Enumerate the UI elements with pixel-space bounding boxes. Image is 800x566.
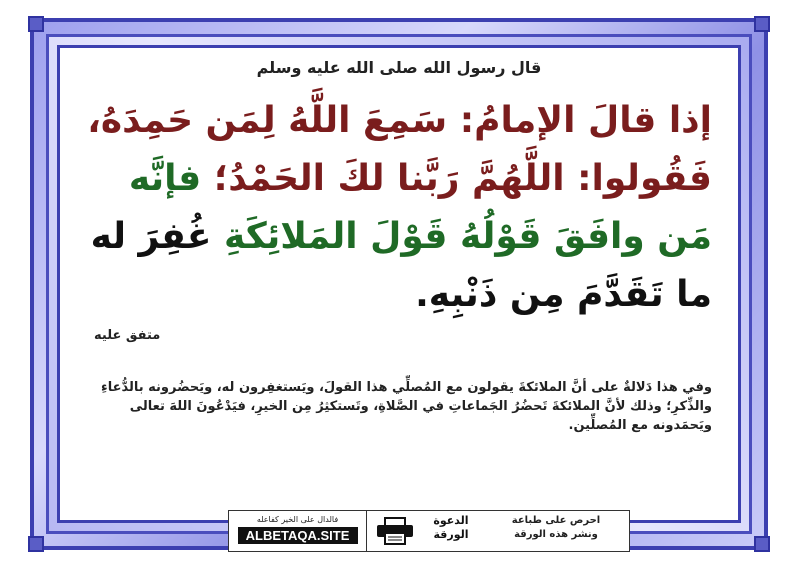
printer-icon [375,517,415,545]
decorative-frame-outer [30,18,768,550]
site-block [229,511,367,551]
hadith-line-2 [78,150,712,208]
site-url[interactable]: ALBETAQA.SITE [238,527,358,544]
logo [425,514,477,548]
card-panel [57,45,741,543]
print-note [489,514,623,548]
hadith-line-3 [78,208,712,266]
frame-corner [28,16,44,32]
print-note-line-1: احرص على طباعة [511,515,601,526]
logo-line-2: الورقة [433,528,469,541]
header-title: قال رسول الله صلى الله عليه وسلم [256,58,542,77]
hadith-source: متفق عليه [94,328,161,343]
hadith-text [78,92,712,324]
card-content [60,48,738,543]
footer-banner [228,510,630,552]
hadith-line-2-part-b: فإنَّه [128,158,202,199]
hadith-line-3-part-a: مَن وافَقَ قَوْلُهُ قَوْلَ المَلائِكَةِ [223,216,712,257]
hadith-line-1: إذا قالَ الإمامُ: سَمِعَ اللَّهُ لِمَن حَمِدَهُ، [87,100,712,141]
frame-corner [754,16,770,32]
decorative-frame-middle [46,34,752,543]
hadith-line-3-part-b: غُفِرَ له [90,216,212,257]
frame-corner [754,536,770,552]
explanation-text: وفي هذا دَلالةٌ على أنَّ الملائكةَ يقولون مع المُصلِّي هذا القولَ، ويَستغفِرون له، ويَحضُرونه بالدُّعاءِ والذِّكرِ؛ وذلك لأنَّ الملائكةَ تَحضُرُ الجَماعاتِ في الصَّلاةِ، وتَستكثِرُ مِن الخيرِ، فيَدْعُونَ اللهَ تعالى ويَحمَدونه مع المُصلِّين. [101,380,712,433]
site-tagline: فالدال على الخير كفاعله [256,515,339,524]
print-note-line-2: ونشر هذه الورقة [514,529,598,540]
hadith-line-2-part-a: فَقُولوا: اللَّهُمَّ رَبَّنا لكَ الحَمْدُ؛ [213,158,712,199]
logo-line-1: الدعوة [433,514,469,527]
frame-corner [28,536,44,552]
hadith-line-4: ما تَقَدَّمَ مِن ذَنْبِهِ. [415,274,712,315]
